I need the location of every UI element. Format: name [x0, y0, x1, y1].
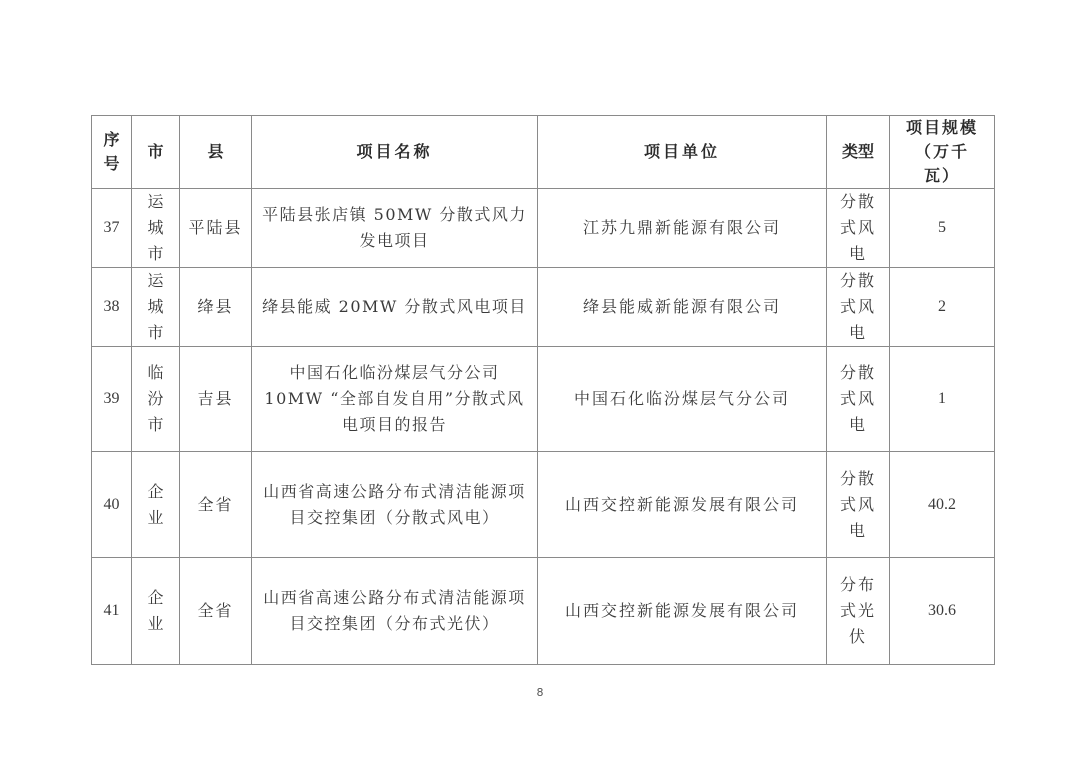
cell-project-name: 平陆县张店镇 50MW 分散式风力发电项目 [252, 189, 538, 268]
cell-project-name: 绛县能威 20MW 分散式风电项目 [252, 268, 538, 347]
table-row [92, 268, 995, 347]
cell-city: 企业 [132, 558, 180, 665]
cell-seq: 37 [92, 189, 132, 268]
cell-project-name: 中国石化临汾煤层气分公司 10MW “全部自发自用”分散式风电项目的报告 [252, 347, 538, 452]
cell-project-name: 山西省高速公路分布式清洁能源项目交控集团（分散式风电） [252, 452, 538, 558]
page-number: 8 [536, 686, 544, 699]
cell-scale: 5 [890, 189, 995, 268]
cell-type: 分散式风电 [827, 189, 890, 268]
cell-type: 分布式光伏 [827, 558, 890, 665]
cell-seq: 39 [92, 347, 132, 452]
cell-seq: 40 [92, 452, 132, 558]
cell-city: 企业 [132, 452, 180, 558]
cell-city: 运城市 [132, 268, 180, 347]
table-row [92, 189, 995, 268]
header-city: 市 [132, 116, 180, 189]
header-county: 县 [180, 116, 252, 189]
cell-type: 分散式风电 [827, 268, 890, 347]
cell-seq: 41 [92, 558, 132, 665]
cell-type: 分散式风电 [827, 452, 890, 558]
header-type: 类型 [827, 116, 890, 189]
cell-seq: 38 [92, 268, 132, 347]
header-project-name: 项目名称 [252, 116, 538, 189]
cell-city: 运城市 [132, 189, 180, 268]
cell-scale: 30.6 [890, 558, 995, 665]
cell-project-unit: 中国石化临汾煤层气分公司 [538, 347, 827, 452]
cell-county: 绛县 [180, 268, 252, 347]
cell-project-unit: 绛县能威新能源有限公司 [538, 268, 827, 347]
header-scale: 项目规模（万千瓦） [890, 116, 995, 189]
table-row [92, 558, 995, 665]
cell-county: 全省 [180, 452, 252, 558]
cell-project-unit: 山西交控新能源发展有限公司 [538, 452, 827, 558]
cell-scale: 1 [890, 347, 995, 452]
table-row [92, 347, 995, 452]
cell-project-name: 山西省高速公路分布式清洁能源项目交控集团（分布式光伏） [252, 558, 538, 665]
header-seq: 序号 [92, 116, 132, 189]
cell-scale: 2 [890, 268, 995, 347]
cell-city: 临汾市 [132, 347, 180, 452]
cell-county: 全省 [180, 558, 252, 665]
table-header-row [92, 116, 995, 189]
table-row [92, 452, 995, 558]
cell-project-unit: 江苏九鼎新能源有限公司 [538, 189, 827, 268]
cell-scale: 40.2 [890, 452, 995, 558]
project-table [91, 115, 995, 665]
cell-county: 平陆县 [180, 189, 252, 268]
header-project-unit: 项目单位 [538, 116, 827, 189]
cell-project-unit: 山西交控新能源发展有限公司 [538, 558, 827, 665]
cell-county: 吉县 [180, 347, 252, 452]
cell-type: 分散式风电 [827, 347, 890, 452]
